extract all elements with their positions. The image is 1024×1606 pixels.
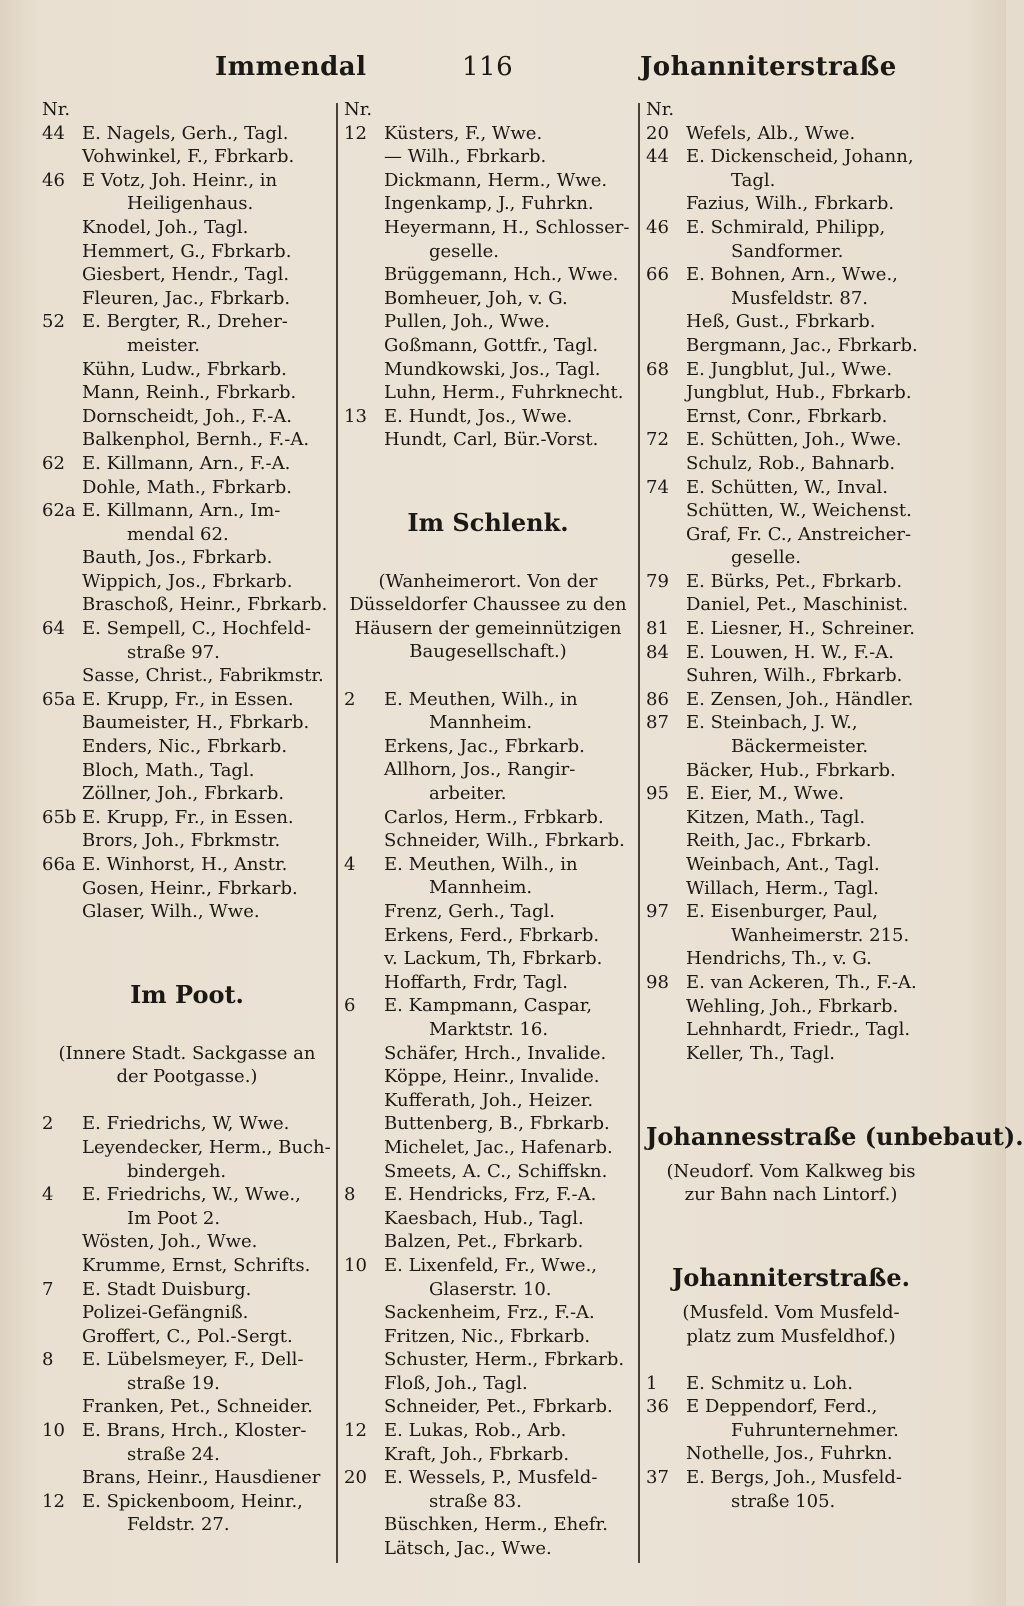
spacer [344,546,632,570]
entry-line: Zöllner, Joh., Fbrkarb. [82,783,285,805]
entry-line [646,358,936,382]
entry-text: E. Dickenscheid, Johann, [686,146,914,168]
continuation-line: arbeiter. [429,783,507,805]
entry-line: Enders, Nic., Fbrkarb. [82,736,288,758]
section-note: Düsseldorfer Chaussee zu den [349,594,627,616]
house-number: 2 [344,688,356,710]
entry-line: Kraft, Joh., Fbrkarb. [384,1443,570,1465]
entry-text: E. Bürks, Pet., Fbrkarb. [686,570,903,592]
spacer [646,1348,936,1372]
entry-text: E. Sempell, C., Hochfeld- [82,618,311,640]
section-title: Im Poot. [130,979,244,1009]
entry-text: E. Kampmann, Caspar, [384,995,593,1017]
entry-text: E. Friedrichs, W., Wwe., [82,1184,301,1206]
entry-text: E. Louwen, H. W., F.-A. [686,641,894,663]
entry-line [42,1348,332,1372]
entry-line: Bauth, Jos., Fbrkarb. [82,547,273,569]
entry-text: E. Zensen, Joh., Händler. [686,688,914,710]
entry-text: E. Hendricks, Frz, F.-A. [384,1184,597,1206]
entry-line: Heyermann, H., Schlosser- [384,216,630,238]
column-right [646,98,1024,1513]
entry-line: Dickmann, Herm., Wwe. [384,169,608,191]
entry-line [646,711,936,735]
continuation-line: Heiligenhaus. [127,193,254,215]
entry-line: Hendrichs, Th., v. G. [686,948,872,970]
entry-line: Graf, Fr. C., Anstreicher- [686,523,912,545]
entry-line [344,1254,632,1278]
entry-line: Ingenkamp, J., Fuhrkn. [384,193,594,215]
entry-line: Dornscheidt, Joh., F.-A. [82,405,293,427]
column-left [42,98,332,1537]
entry-text: E. Schmitz u. Loh. [686,1372,853,1394]
entry-text: E. Jungblut, Jul., Wwe. [686,358,893,380]
house-number: 72 [646,429,669,451]
entry-line: Baumeister, H., Fbrkarb. [82,712,310,734]
spacer [42,1018,332,1042]
entry-line: Luhn, Herm., Fuhrknecht. [384,382,624,404]
house-number: 1 [646,1372,658,1394]
entry-line [42,1490,332,1514]
entry-line [646,1466,936,1490]
house-number: 20 [344,1467,367,1489]
entry-text: E. Schütten, W., Inval. [686,476,888,498]
column-heading: Nr. [646,99,675,120]
continuation-line: Sandformer. [731,240,844,262]
entry-line: Bloch, Math., Tagl. [82,759,255,781]
spacer [344,664,632,688]
entry-line [42,1112,332,1136]
entry-text: E. Eier, M., Wwe. [686,783,845,805]
section-note: (Innere Stadt. Sackgasse an [58,1042,316,1064]
entry-line: Polizei-Gefängniß. [82,1302,249,1324]
entry-text: E. Stadt Duisburg. [82,1278,252,1300]
entry-line: Pullen, Joh., Wwe. [384,311,550,333]
spacer [646,1065,936,1089]
entry-line: Erkens, Jac., Fbrkarb. [384,735,585,757]
entry-line: Mann, Reinh., Fbrkarb. [82,382,297,404]
entry-text: E. Lukas, Rob., Arb. [384,1420,567,1442]
section-title: Im Schlenk. [407,508,569,538]
entry-line [646,263,936,287]
entry-line [42,617,332,641]
spacer [646,1089,936,1113]
entry-line: Kaesbach, Hub., Tagl. [384,1207,584,1229]
house-number: 87 [646,712,669,734]
house-number: 10 [42,1420,65,1442]
entry-line: Ernst, Conr., Fbrkarb. [686,405,888,427]
header-right-street: Johanniterstraße [640,52,897,82]
entry-line: Willach, Herm., Tagl. [686,877,879,899]
house-number: 13 [344,405,367,427]
spacer [42,924,332,948]
entry-line: Groffert, C., Pol.-Sergt. [82,1325,293,1347]
entry-line [646,428,936,452]
section-note: (Wanheimerort. Von der [378,570,598,592]
entry-line: Jungblut, Hub., Fbrkarb. [686,382,912,404]
entry-line: Knodel, Joh., Tagl. [82,216,249,238]
entry-line: Kühn, Ludw., Fbrkarb. [82,358,287,380]
continuation-line: Tagl. [731,169,776,191]
entry-line: Hoffarth, Frdr, Tagl. [384,971,568,993]
house-number: 86 [646,688,669,710]
column-heading: Nr. [42,99,71,120]
house-number: 74 [646,476,669,498]
entry-text: E Deppendorf, Ferd., [686,1396,878,1418]
entry-line: Sackenheim, Frz., F.-A. [384,1302,595,1324]
entry-line [646,1372,936,1396]
entry-line [646,570,936,594]
continuation-line: straße 19. [127,1372,220,1394]
continuation-line: geselle. [429,240,499,262]
entry-line: Suhren, Wilh., Fbrkarb. [686,665,903,687]
spacer [646,1207,936,1231]
spacer [42,947,332,971]
entry-line: Kitzen, Math., Tagl. [686,806,866,828]
spacer [344,452,632,476]
entry-line [344,1466,632,1490]
entry-text: E. Lübelsmeyer, F., Dell- [82,1349,304,1371]
entry-text: E. Liesner, H., Schreiner. [686,618,915,640]
entry-line: Sasse, Christ., Fabrikmstr. [82,665,324,687]
entry-line [42,310,332,334]
entry-line [42,122,332,146]
spacer [344,476,632,500]
entry-line: Balkenphol, Bernh., F.-A. [82,429,310,451]
entry-line [646,971,936,995]
entry-line: Franken, Pet., Schneider. [82,1396,313,1418]
entry-line: Mundkowski, Jos., Tagl. [384,358,601,380]
entry-line: Krumme, Ernst, Schrifts. [82,1254,311,1276]
entry-line [646,145,936,169]
house-number: 4 [42,1184,54,1206]
entry-line: Wehling, Joh., Fbrkarb. [686,995,899,1017]
entry-line [646,216,936,240]
entry-line: Leyendecker, Herm., Buch- [82,1136,331,1158]
house-number: 52 [42,311,65,333]
house-number: 65a [42,688,76,710]
entry-line: Glaser, Wilh., Wwe. [82,901,260,923]
spacer [646,1230,936,1254]
entry-line: Heß, Gust., Fbrkarb. [686,311,876,333]
entry-text: E. Meuthen, Wilh., in [384,688,578,710]
entry-line: Lehnhardt, Friedr., Tagl. [686,1019,911,1041]
entry-line: Schneider, Pet., Fbrkarb. [384,1396,613,1418]
entry-line: Goßmann, Gottfr., Tagl. [384,334,599,356]
entry-line: Schütten, W., Weichenst. [686,500,912,522]
entry-line: Brors, Joh., Fbrkmstr. [82,830,281,852]
column-heading: Nr. [344,99,373,120]
section-note: der Pootgasse.) [116,1066,258,1088]
entry-line [42,688,332,712]
continuation-line: Glaserstr. 10. [429,1278,552,1300]
entry-line: Hundt, Carl, Bür.-Vorst. [384,429,599,451]
house-number: 98 [646,971,669,993]
house-number: 66 [646,264,669,286]
house-number: 84 [646,641,669,663]
entry-line [646,900,936,924]
house-number: 46 [646,216,669,238]
house-number: 44 [42,122,65,144]
continuation-line: Im Poot 2. [127,1207,221,1229]
entry-line: Floß, Joh., Tagl. [384,1372,528,1394]
entry-line: Schulz, Rob., Bahnarb. [686,452,896,474]
entry-text: E. Krupp, Fr., in Essen. [82,806,294,828]
entry-line [344,405,632,429]
house-number: 12 [344,122,367,144]
house-number: 97 [646,901,669,923]
house-number: 6 [344,995,356,1017]
entry-line [344,853,632,877]
entry-text: E. Schütten, Joh., Wwe. [686,429,902,451]
entry-text: E. Steinbach, J. W., [686,712,858,734]
continuation-line: Musfeldstr. 87. [731,287,869,309]
entry-text: E. Krupp, Fr., in Essen. [82,688,294,710]
house-number: 65b [42,806,77,828]
entry-line [42,853,332,877]
entry-line: Allhorn, Jos., Rangir- [384,759,576,781]
entry-line: Köppe, Heinr., Invalide. [384,1066,600,1088]
continuation-line: Bäckermeister. [731,736,869,758]
entry-line [344,1419,632,1443]
entry-line [646,1395,936,1419]
entry-line [646,476,936,500]
entry-line: Buttenberg, B., Fbrkarb. [384,1113,610,1135]
section-note: zur Bahn nach Lintorf.) [684,1184,898,1206]
entry-line [646,782,936,806]
entry-text: E. Bergs, Joh., Musfeld- [686,1467,903,1489]
section-note: (Musfeld. Vom Musfeld- [682,1301,900,1323]
house-number: 12 [42,1490,65,1512]
entry-line: — Wilh., Fbrkarb. [384,146,547,168]
entry-line: Hemmert, G., Fbrkarb. [82,240,292,262]
entry-text: E. Meuthen, Wilh., in [384,853,578,875]
entry-line: Brans, Heinr., Hausdiener [82,1467,321,1489]
entry-line [42,452,332,476]
entry-line: Fritzen, Nic., Fbrkarb. [384,1325,591,1347]
entry-line: Keller, Th., Tagl. [686,1042,835,1064]
entry-line: Vohwinkel, F., Fbrkarb. [82,146,295,168]
entry-text: E. Spickenboom, Heinr., [82,1490,303,1512]
section-title: Johanniterstraße. [671,1262,911,1292]
house-number: 37 [646,1467,669,1489]
house-number: 79 [646,570,669,592]
house-number: 2 [42,1113,54,1135]
entry-line [42,1419,332,1443]
entry-line [344,122,632,146]
house-number: 62 [42,452,65,474]
house-number: 12 [344,1420,367,1442]
entry-text: E. Killmann, Arn., Im- [82,500,281,522]
entry-line: Dohle, Math., Fbrkarb. [82,476,292,498]
continuation-line: Fuhrunternehmer. [731,1419,899,1441]
continuation-line: straße 83. [429,1490,522,1512]
entry-line [646,688,936,712]
house-number: 62a [42,500,76,522]
entry-text: E. Brans, Hrch., Kloster- [82,1420,307,1442]
continuation-line: mendal 62. [127,523,229,545]
entry-line: v. Lackum, Th, Fbrkarb. [384,948,603,970]
entry-line: Schäfer, Hrch., Invalide. [384,1042,607,1064]
entry-line [646,617,936,641]
entry-line: Daniel, Pet., Maschinist. [686,594,909,616]
section-title: Johannesstraße (unbebaut). [646,1121,1024,1151]
entry-text: E. Bergter, R., Dreher- [82,311,288,333]
entry-text: E. Friedrichs, W, Wwe. [82,1113,290,1135]
entry-text: E. Eisenburger, Paul, [686,901,879,923]
entry-text: Küsters, F., Wwe. [384,122,543,144]
entry-line: Lätsch, Jac., Wwe. [384,1538,552,1560]
section-note: Häusern der gemeinnützigen [354,617,622,639]
entry-text: E. Killmann, Arn., F.-A. [82,452,291,474]
house-number: 68 [646,358,669,380]
continuation-line: straße 105. [731,1490,836,1512]
entry-line: Carlos, Herm., Frbkarb. [384,806,604,828]
house-number: 10 [344,1254,367,1276]
entry-line [344,994,632,1018]
entry-line: Schneider, Wilh., Fbrkarb. [384,830,625,852]
entry-text: E. Hundt, Jos., Wwe. [384,405,573,427]
entry-line: Smeets, A. C., Schiffskn. [384,1160,608,1182]
entry-line: Michelet, Jac., Hafenarb. [384,1136,613,1158]
house-number: 46 [42,169,65,191]
page-header [0,52,1006,92]
entry-line: Frenz, Gerh., Tagl. [384,901,555,922]
entry-line: Braschoß, Heinr., Fbrkarb. [82,594,328,616]
entry-text: E. Winhorst, H., Anstr. [82,854,288,875]
column-divider [336,103,338,1563]
entry-line: Balzen, Pet., Fbrkarb. [384,1231,584,1253]
page-number: 116 [462,52,514,82]
continuation-line: straße 97. [127,641,220,663]
spacer [42,1089,332,1113]
house-number: 4 [344,853,356,875]
house-number: 66a [42,854,76,875]
continuation-line: meister. [127,334,200,356]
house-number: 64 [42,618,65,640]
entry-line [42,806,332,830]
continuation-line: straße 24. [127,1443,220,1465]
entry-line [344,1183,632,1207]
section-note: platz zum Musfeldhof.) [686,1325,896,1347]
house-number: 8 [42,1349,54,1371]
entry-text: E. Wessels, P., Musfeld- [384,1467,598,1489]
entry-text: E. Bohnen, Arn., Wwe., [686,264,898,286]
entry-line: Schuster, Herm., Fbrkarb. [384,1349,625,1371]
continuation-line: Mannheim. [429,712,533,734]
house-number: 8 [344,1184,356,1206]
continuation-line: bindergeh. [127,1160,227,1182]
entry-text: E. Nagels, Gerh., Tagl. [82,122,289,144]
entry-line: Bergmann, Jac., Fbrkarb. [686,334,918,356]
entry-text: E. van Ackeren, Th., F.-A. [686,971,917,993]
continuation-line: Feldstr. 27. [127,1514,230,1536]
house-number: 44 [646,146,669,168]
entry-line: Nothelle, Jos., Fuhrkn. [686,1443,893,1465]
entry-line [42,1278,332,1302]
entry-text: E. Schmirald, Philipp, [686,216,886,238]
entry-line: Brüggemann, Hch., Wwe. [384,264,619,286]
entry-line: Fleuren, Jac., Fbrkarb. [82,287,291,309]
entry-text: Wefels, Alb., Wwe. [686,122,856,144]
entry-line: Reith, Jac., Fbrkarb. [686,830,872,852]
house-number: 36 [646,1396,669,1418]
entry-text: E Votz, Joh. Heinr., in [82,169,278,191]
entry-line: Weinbach, Ant., Tagl. [686,854,880,875]
entry-line [42,499,332,523]
entry-line: Kufferath, Joh., Heizer. [384,1089,594,1111]
entry-text: E. Lixenfeld, Fr., Wwe., [384,1254,598,1276]
entry-line: Büschken, Herm., Ehefr. [384,1514,608,1536]
column-middle [344,98,632,1561]
entry-line: Wippich, Jos., Fbrkarb. [82,570,293,592]
header-left-street: Immendal [215,52,367,82]
continuation-line: Wanheimerstr. 215. [731,924,910,946]
entry-line: Fazius, Wilh., Fbrkarb. [686,193,895,215]
entry-line: Wösten, Joh., Wwe. [82,1231,258,1253]
entry-line [42,1183,332,1207]
entry-line: Bomheuer, Joh, v. G. [384,287,568,309]
house-number: 95 [646,783,669,805]
entry-line: Giesbert, Hendr., Tagl. [82,264,290,286]
house-number: 20 [646,122,669,144]
entry-line: Erkens, Ferd., Fbrkarb. [384,924,600,946]
entry-line [344,688,632,712]
section-note: Baugesellschaft.) [409,641,567,663]
entry-line [646,641,936,665]
entry-line: Gosen, Heinr., Fbrkarb. [82,877,298,899]
section-note: (Neudorf. Vom Kalkweg bis [666,1160,916,1182]
entry-line [42,169,332,193]
entry-line: Bäcker, Hub., Fbrkarb. [686,759,896,781]
entry-line [646,122,936,146]
house-number: 7 [42,1278,54,1300]
column-divider [638,103,640,1563]
continuation-line: geselle. [731,547,801,569]
continuation-line: Marktstr. 16. [429,1018,549,1040]
house-number: 81 [646,618,669,640]
continuation-line: Mannheim. [429,877,533,899]
